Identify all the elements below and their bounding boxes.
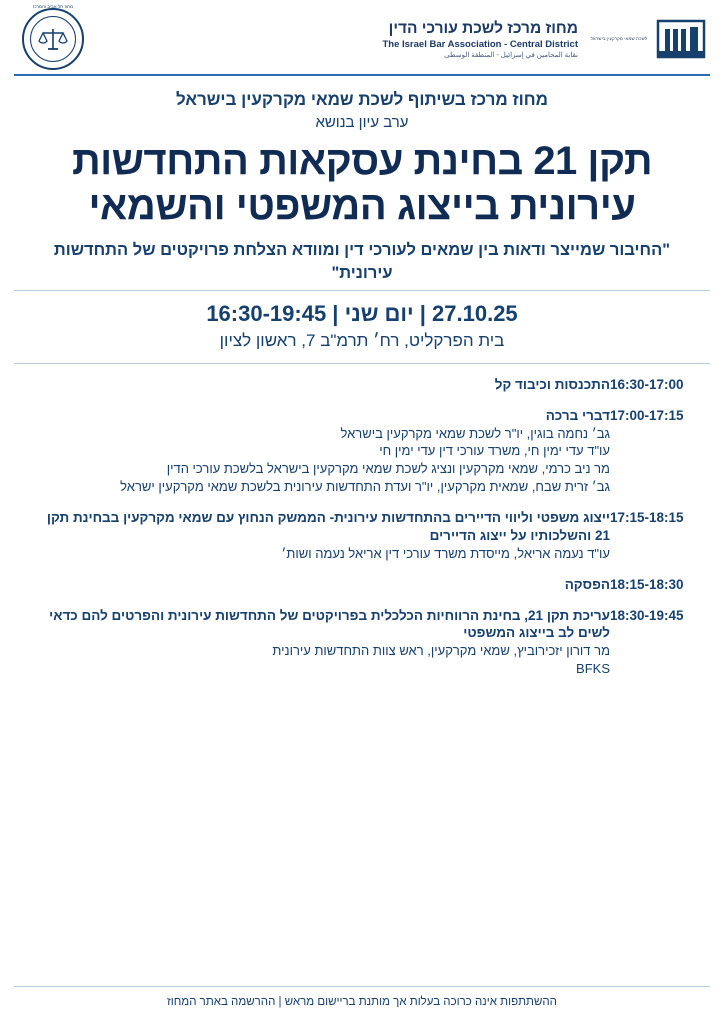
page-title: תקן 21 בחינת עסקאות התחדשות עירונית בייצוג המשפטי והשמאי	[71, 139, 653, 229]
event-location: בית הפרקליט, רח׳ תרמ"ב 7, ראשון לציון	[219, 330, 505, 350]
seal-caption: מחוז תל אביב והמרכז	[32, 4, 74, 9]
agenda-speaker: עו"ד עדי ימין חי, משרד עורכי דין עדי ימין חי	[379, 443, 610, 459]
appraisers-association-logo	[588, 15, 708, 63]
org-name-he: מחוז מרכז לשכת עורכי הדין	[388, 19, 578, 37]
page-header	[0, 0, 724, 74]
agenda-title: דברי ברכה	[545, 407, 610, 423]
agenda-speaker: עו"ד נעמה אריאל, מייסדת משרד עורכי דין אריאל נעמה ושות׳	[281, 545, 610, 561]
event-datetime: 27.10.25 | יום שני | 16:30-19:45	[206, 300, 518, 326]
agenda-list	[0, 364, 724, 695]
agenda-time: 17:15-18:15	[610, 510, 684, 526]
agenda-speaker: גב׳ נחמה בוגין, יו"ר לשכת שמאי מקרקעין בישראל	[340, 425, 610, 441]
agenda-time: 17:00-17:15	[610, 407, 684, 423]
agenda-title: עריכת תקן 21, בחינת הרווחיות הכלכלית בפרויקטים של התחדשות עירונית והפרטים להם כדאי לשים לב בייצוג המשפטי	[49, 607, 610, 641]
bar-association-identity	[90, 20, 588, 59]
bar-association-seal	[16, 4, 90, 70]
agenda-title: התכנסות וכיבוד קל	[494, 376, 610, 392]
agenda-body	[26, 607, 610, 679]
agenda-speaker-firm: BFKS	[576, 661, 610, 677]
org-name-ar: نقابة المحامين في إسرائيل - المنطقة الوسطى	[444, 51, 578, 59]
title-quote: "החיבור שמייצר ודאות בין שמאים לעורכי דין ומוודא הצלחת פרויקטים של התחדשות עירונית"	[53, 241, 671, 282]
agenda-title: ייצוג משפטי וליווי הדיירים בהתחדשות עירונית- הממשק הנחוץ עם שמאי מקרקעין בבחינת תקן 21 והשלכותיו על ייצוג הדיירים	[46, 510, 610, 544]
agenda-row	[26, 509, 698, 563]
agenda-speaker: מר ניב כרמי, שמאי מקרקעין ונציג לשכת שמאי מקרקעין בישראל בלשכת עורכי הדין	[166, 461, 610, 477]
agenda-speaker: גב׳ זרית שבח, שמאית מקרקעין, יו"ר ועדת התחדשות עירונית בלשכת שמאי מקרקעין ישראל	[120, 479, 610, 495]
subtitle-partnership: מחוז מרכז בשיתוף לשכת שמאי מקרקעין בישראל	[175, 90, 549, 109]
agenda-row	[26, 576, 698, 594]
agenda-body	[26, 407, 610, 497]
subtitle-event-type: ערב עיון בנושא	[315, 114, 409, 131]
agenda-body	[26, 376, 610, 394]
agenda-time: 18:30-19:45	[610, 607, 684, 623]
seal-outer-ring	[22, 8, 84, 70]
registration-note: ההשתתפות אינה כרוכה בעלות אך מותנת בריישום מראש | ההרשמה באתר המחוז	[167, 996, 557, 1008]
agenda-time: 16:30-17:00	[610, 376, 684, 392]
page-footer	[0, 986, 724, 1008]
agenda-time: 18:15-18:30	[610, 576, 684, 592]
org-name-en: The Israel Bar Association - Central District	[382, 38, 578, 50]
scales-icon	[30, 16, 76, 62]
agenda-body	[26, 509, 610, 563]
agenda-body	[26, 576, 610, 594]
agenda-title: הפסקה	[564, 576, 610, 592]
agenda-row	[26, 607, 698, 679]
agenda-row	[26, 407, 698, 497]
title-block	[0, 76, 724, 290]
agenda-row	[26, 376, 698, 394]
appraisers-logo-icon	[656, 15, 708, 63]
agenda-speaker: מר דורון יזכירוביץ, שמאי מקרקעין, ראש צוות התחדשות עירונית	[272, 643, 610, 659]
appraisers-logo-caption: לשכת שמאי מקרקעין בישראל	[590, 36, 648, 42]
